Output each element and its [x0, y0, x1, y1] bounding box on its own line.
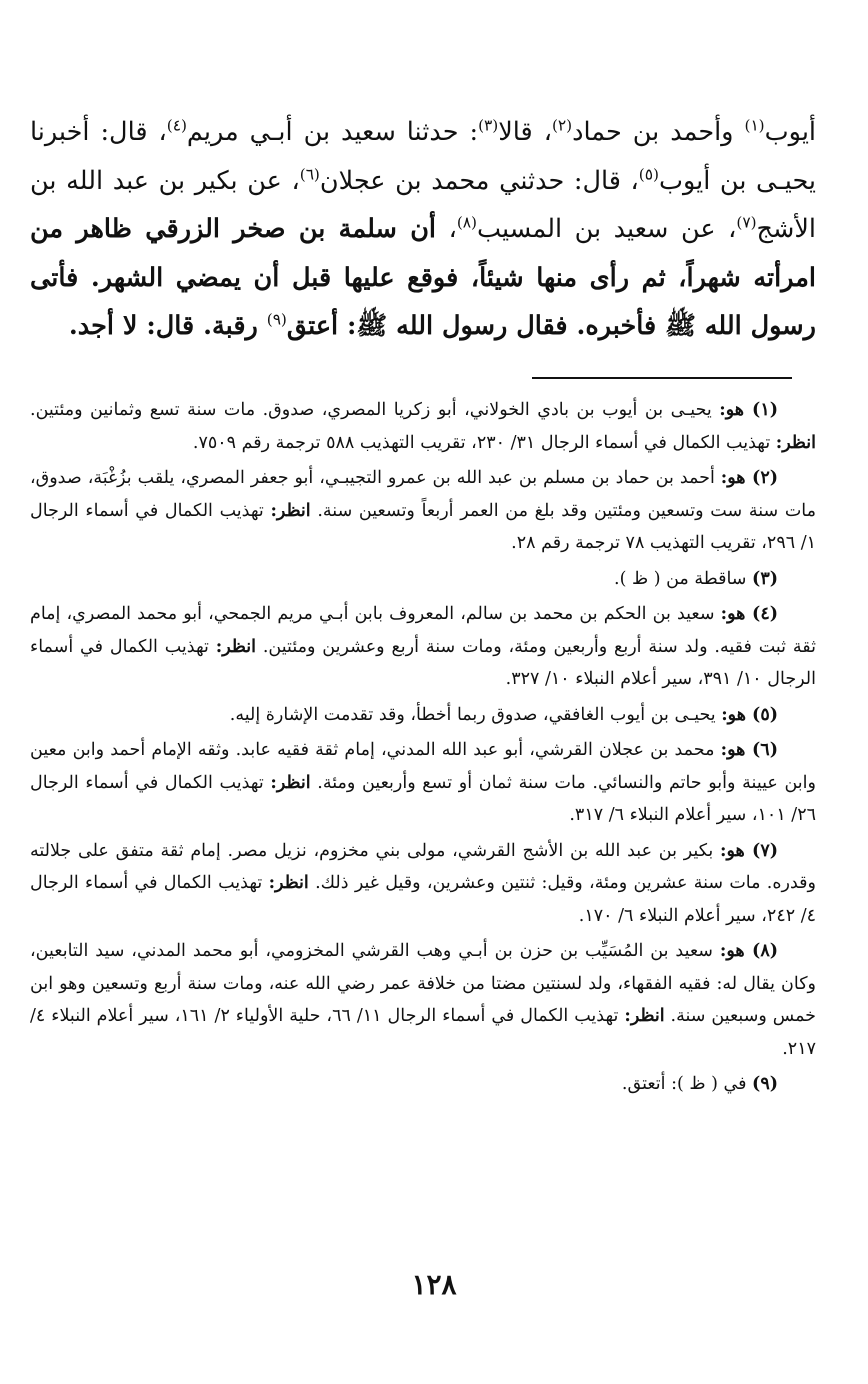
footnote-reference: تهذيب الكمال في أسماء الرجال ١١/ ٦٦، حلية الأولياء ٢/ ١٦١، سير أعلام النبلاء ٤/ ٢١٧. — [30, 1006, 816, 1059]
footnote — [30, 1068, 816, 1101]
footnote-marker: (١) — [744, 116, 765, 135]
footnote-text: سعيد بن الحكم بن محمد بن سالم، المعروف بابن أبـي مريم الجمحي، أبو محمد المصري، إمام ثقة ثبت فقيه. ولد سنة أربع وأربعين ومئة، ومات سنة أربع وعشرين ومئتين. — [30, 604, 817, 657]
footnote-see-label: انظر: — [215, 636, 257, 657]
footnote-reference: تهذيب الكمال في أسماء الرجال ٢٦/ ١٠١، سير أعلام النبلاء ٦/ ٣١٧. — [30, 772, 816, 825]
footnote-marker: (٧) — [736, 213, 757, 232]
footnotes-section — [30, 394, 816, 1104]
footnote-number: (٧) هو: — [720, 840, 778, 861]
text-run: وأحمد بن حماد — [572, 117, 745, 147]
text-run: : حدثنا سعيد بن أبـي مريم — [186, 117, 479, 147]
footnote-number: (٤) هو: — [720, 604, 778, 624]
footnote-marker: (٢) — [551, 116, 573, 135]
footnote-marker: (٥) — [638, 165, 659, 183]
footnote — [30, 835, 816, 933]
footnote — [30, 563, 816, 596]
bold-text-run: رقبة. قال: لا أجد. — [68, 311, 267, 341]
footnote — [30, 598, 816, 696]
footnote-text: بكير بن عبد الله بن الأشج القرشي، مولى بني مخزوم، نزيل مصر. إمام ثقة متفق على جلالته وقدره. مات سنة عشرين ومئة، وقيل: ثنتين وعشرين، وقيل غير ذلك. — [30, 840, 816, 893]
footnote — [30, 462, 816, 560]
footnote-number: (٦) هو: — [720, 740, 778, 760]
footnote-marker: (٣) — [478, 116, 499, 135]
footnote-text: محمد بن عجلان القرشي، أبو عبد الله المدني، إمام ثقة فقيه عابد. وثقه الإمام أحمد وابن معين وابن عيينة وأبو حاتم والنسائي. مات سنة ثمان أو تسع وأربعين ومئة. — [30, 740, 816, 793]
text-run: ، عن بكير بن عبد الله بن الأشج — [30, 165, 816, 244]
footnote-text: سعيد بن المُسَيِّب بن حزن بن أبـي وهب القرشي المخزومي، أبو محمد المدني، سيد التابعين، وكان يقال له: فقيه الفقهاء، ولد لسنتين مضتا من خلافة عمر رضي الله عنه، ومات سنة أربع وتسعين وهو ابن خمس وسبعين سنة. — [30, 941, 817, 1026]
footnote-see-label: انظر: — [775, 432, 816, 453]
footnote-see-label: انظر: — [624, 1006, 665, 1026]
bold-text-run: أن سلمة بن صخر الزرقي ظاهر من امرأته شهراً، ثم رأى منها شيئاً، فوقع عليها قبل أن يمضي الشهر. فأتى رسول الله ﷺ فأخبره. فقال رسول الله ﷺ: أعتق — [30, 214, 816, 341]
footnote-text: ساقطة من ( ظ ). — [614, 568, 753, 589]
footnote-text: أحمد بن حماد بن مسلم بن عبد الله بن عمرو التجيبـي، أبو جعفر المصري، يلقب بزُغْبَة، صدوق، مات سنة ست وتسعين ومئتين وقد بلغ من العمر أربعاً وتسعين سنة. — [30, 468, 816, 521]
footnote — [30, 699, 816, 732]
footnote-text: يحيـى بن أيوب الغافقي، صدوق ربما أخطأ، وقد تقدمت الإشارة إليه. — [229, 704, 722, 725]
text-run: ، — [436, 214, 457, 244]
footnote-marker: (٩) — [266, 310, 287, 329]
footnote-reference: تهذيب الكمال في أسماء الرجال ٣١/ ٢٣٠، تقريب التهذيب ٥٨٨ ترجمة رقم ٧٥٠٩. — [192, 432, 776, 453]
hadith-text — [30, 108, 816, 351]
text-run: ، قال: أخبرنا يحيـى بن أيوب — [30, 117, 816, 196]
footnote-text: يحيـى بن أيوب بن بادي الخولاني، أبو زكريا المصري، صدوق. مات سنة تسع وثمانين ومئتين. — [30, 400, 720, 420]
footnote — [30, 734, 816, 832]
footnote-number: (٥) هو: — [721, 704, 778, 725]
footnote-number: (٣) — [752, 568, 778, 589]
footnote-marker: (٦) — [299, 165, 320, 183]
footnote-number: (٩) — [752, 1074, 778, 1094]
footnote-marker: (٨) — [456, 213, 477, 232]
text-run: ، عن سعيد بن المسيب — [476, 214, 737, 244]
footnote-number: (٢) هو: — [720, 468, 778, 488]
footnote-text: في ( ظ ): أتعتق. — [621, 1074, 753, 1094]
footnote-see-label: انظر: — [268, 873, 309, 893]
footnote-number: (١) هو: — [719, 400, 778, 420]
footnote — [30, 394, 816, 459]
text-run: ، قالا — [498, 117, 552, 147]
text-run: أيوب — [764, 117, 817, 147]
main-paragraph — [30, 108, 816, 351]
footnote-reference: تهذيب الكمال في أسماء الرجال ١٠/ ٣٩١، سير أعلام النبلاء ١٠/ ٣٢٧. — [30, 636, 816, 689]
footnote-separator — [532, 377, 792, 379]
footnote-number: (٨) هو: — [719, 941, 779, 961]
footnote-see-label: انظر: — [270, 500, 311, 521]
footnote-see-label: انظر: — [270, 772, 311, 793]
page-number: ١٢٨ — [411, 1268, 457, 1301]
footnote-reference: تهذيب الكمال في أسماء الرجال ٤/ ٢٤٢، سير أعلام النبلاء ٦/ ١٧٠. — [30, 873, 816, 926]
footnote — [30, 935, 816, 1065]
text-run: ، قال: حدثني محمد بن عجلان — [319, 165, 639, 196]
footnote-marker: (٤) — [166, 116, 187, 135]
footnote-reference: تهذيب الكمال في أسماء الرجال ١/ ٢٩٦، تقريب التهذيب ٧٨ ترجمة رقم ٢٨. — [30, 500, 816, 553]
